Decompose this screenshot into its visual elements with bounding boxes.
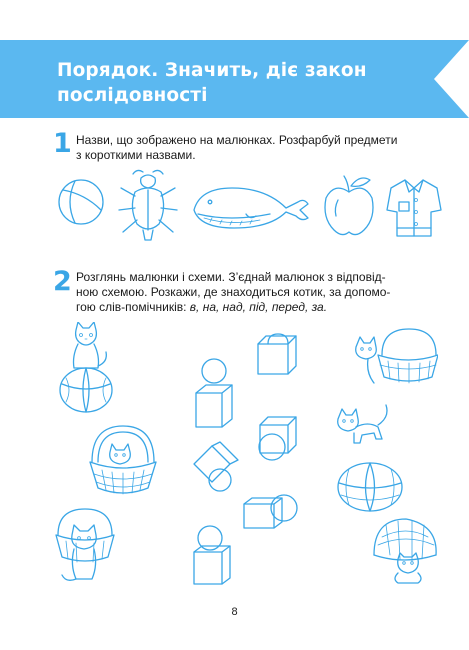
page-title-line-1: Порядок. Значить, діє закон xyxy=(57,60,367,81)
task-1-line-1: Назви, що зображено на малюнках. Розфарбуй предмети xyxy=(76,133,398,147)
shirt-icon xyxy=(385,176,443,240)
task-1-number: 1 xyxy=(53,128,72,159)
scheme-ball-in-cube xyxy=(254,332,300,378)
cat-above-basket-picture xyxy=(334,403,394,455)
page-number: 8 xyxy=(231,606,238,618)
task-2-line-1: Розглянь малюнки і схеми. З’єднай малюнок з відповід- xyxy=(76,270,386,284)
task-2-line-3-prefix: гою слів-помічників: xyxy=(76,300,190,314)
beetle-icon xyxy=(113,166,183,244)
cat-under-basket-picture xyxy=(368,515,440,585)
scheme-ball-in-front-of-cube xyxy=(254,415,300,463)
scheme-ball-on-cube xyxy=(190,522,234,588)
task-1-instructions xyxy=(76,133,446,163)
task-1-line-2: з короткими назвами. xyxy=(76,148,196,162)
title-banner xyxy=(0,40,469,118)
scheme-ball-behind-cube xyxy=(240,492,302,532)
helper-words: в, на, над, під, перед, за. xyxy=(189,300,328,314)
page-title xyxy=(57,58,397,108)
scheme-ball-under-cube xyxy=(190,440,244,494)
task-2-line-3 xyxy=(76,300,448,315)
cat-behind-basket-picture xyxy=(352,325,438,387)
whale-icon xyxy=(190,180,315,232)
basket-picture xyxy=(335,457,405,515)
apple-icon xyxy=(320,172,378,240)
task-2-instructions xyxy=(76,270,448,315)
page-title-line-2: послідовності xyxy=(57,85,208,106)
task-2-line-2: ною схемою. Розкажи, де знаходиться котик, за допомо- xyxy=(76,285,391,299)
cat-in-front-of-basket-picture xyxy=(52,505,118,585)
cat-in-basket-picture xyxy=(86,422,160,498)
scheme-ball-above-cube xyxy=(192,357,236,431)
ball-icon xyxy=(55,176,107,228)
task-2-number: 2 xyxy=(53,266,72,297)
cat-on-basket-picture xyxy=(52,322,124,418)
